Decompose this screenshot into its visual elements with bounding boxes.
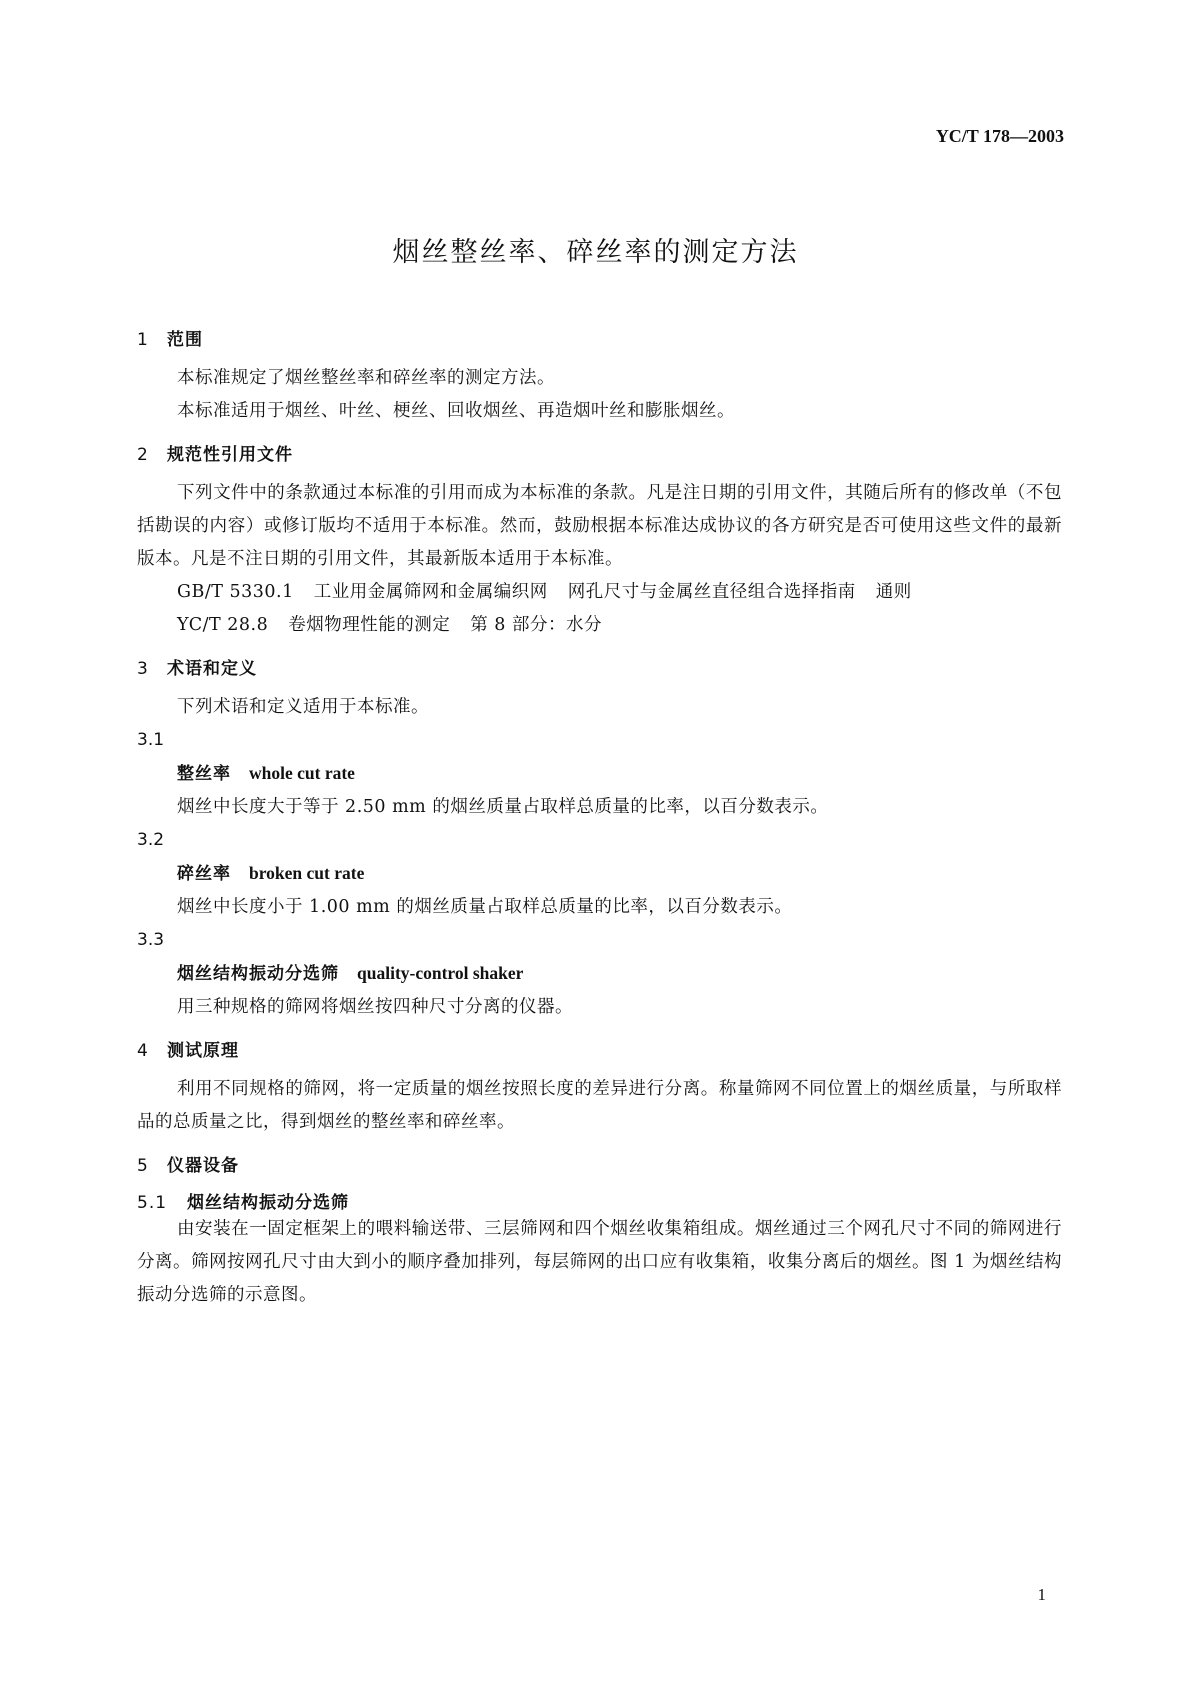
section-number: 1: [137, 330, 149, 350]
paragraph: 本标准规定了烟丝整丝率和碎丝率的测定方法。: [177, 368, 555, 388]
reference-title: 工业用金属筛网和金属编织网: [313, 582, 548, 602]
section-title: 范围: [167, 330, 203, 350]
paragraph: 由安装在一固定框架上的喂料输送带、三层筛网和四个烟丝收集箱组成。烟丝通过三个网孔尺寸不同的筛网进行分离。筛网按网孔尺寸由大到小的顺序叠加排列，每层筛网的出口应有收集箱，收集分离后的烟丝。图 1 为烟丝结构振动分选筛的示意图。: [137, 1219, 1062, 1305]
term-number: 3.1: [137, 730, 165, 750]
section-number: 4: [137, 1041, 149, 1061]
document-body: [137, 325, 1062, 1312]
section-number: 5: [137, 1156, 149, 1176]
term-entry: [137, 957, 1062, 991]
reference-code: GB/T 5330.1: [177, 582, 294, 602]
section-2-heading: [137, 440, 1062, 465]
reference-title: 第 8 部分：水分: [470, 615, 602, 635]
section-3-heading: [137, 654, 1062, 679]
term-en: broken cut rate: [249, 863, 365, 883]
term-en: quality-control shaker: [357, 963, 524, 983]
section-1-heading: [137, 325, 1062, 350]
term-cn: 烟丝结构振动分选筛: [177, 964, 339, 984]
page-number: 1: [1037, 1585, 1046, 1604]
term-entry: [137, 857, 1062, 891]
paragraph: 利用不同规格的筛网，将一定质量的烟丝按照长度的差异进行分离。称量筛网不同位置上的烟丝质量，与所取样品的总质量之比，得到烟丝的整丝率和碎丝率。: [137, 1079, 1062, 1132]
subsection-title: 烟丝结构振动分选筛: [187, 1193, 349, 1213]
standard-number: YC/T 178—2003: [935, 126, 1064, 146]
section-4-heading: [137, 1036, 1062, 1061]
term-cn: 碎丝率: [177, 864, 231, 884]
term-number: 3.3: [137, 930, 165, 950]
paragraph: 下列术语和定义适用于本标准。: [177, 697, 429, 717]
paragraph: 下列文件中的条款通过本标准的引用而成为本标准的条款。凡是注日期的引用文件，其随后所有的修改单（不包括勘误的内容）或修订版均不适用于本标准。然而，鼓励根据本标准达成协议的各方研究是否可使用这些文件的最新版本。凡是不注日期的引用文件，其最新版本适用于本标准。: [137, 483, 1062, 569]
term-definition: 烟丝中长度小于 1.00 mm 的烟丝质量占取样总质量的比率，以百分数表示。: [177, 897, 793, 917]
term-entry: [137, 757, 1062, 791]
section-title: 仪器设备: [167, 1156, 239, 1176]
section-title: 规范性引用文件: [167, 445, 293, 465]
section-5-heading: [137, 1151, 1062, 1176]
section-number: 3: [137, 659, 149, 679]
term-number: 3.2: [137, 830, 165, 850]
subsection-5-1-heading: [137, 1188, 1062, 1213]
term-cn: 整丝率: [177, 764, 231, 784]
section-number: 2: [137, 445, 149, 465]
reference-title: 通则: [875, 582, 912, 602]
reference-title: 网孔尺寸与金属丝直径组合选择指南: [567, 582, 856, 602]
reference-item: [137, 609, 1062, 642]
term-definition: 用三种规格的筛网将烟丝按四种尺寸分离的仪器。: [177, 997, 573, 1017]
paragraph: 本标准适用于烟丝、叶丝、梗丝、回收烟丝、再造烟叶丝和膨胀烟丝。: [177, 401, 735, 421]
reference-title: 卷烟物理性能的测定: [288, 615, 451, 635]
reference-code: YC/T 28.8: [177, 615, 269, 635]
section-title: 测试原理: [167, 1041, 239, 1061]
section-title: 术语和定义: [167, 659, 257, 679]
term-en: whole cut rate: [249, 763, 355, 783]
reference-item: [137, 576, 1062, 609]
subsection-number: 5.1: [137, 1193, 168, 1213]
document-title: 烟丝整丝率、碎丝率的测定方法: [392, 237, 799, 268]
term-definition: 烟丝中长度大于等于 2.50 mm 的烟丝质量占取样总质量的比率，以百分数表示。: [177, 797, 829, 817]
